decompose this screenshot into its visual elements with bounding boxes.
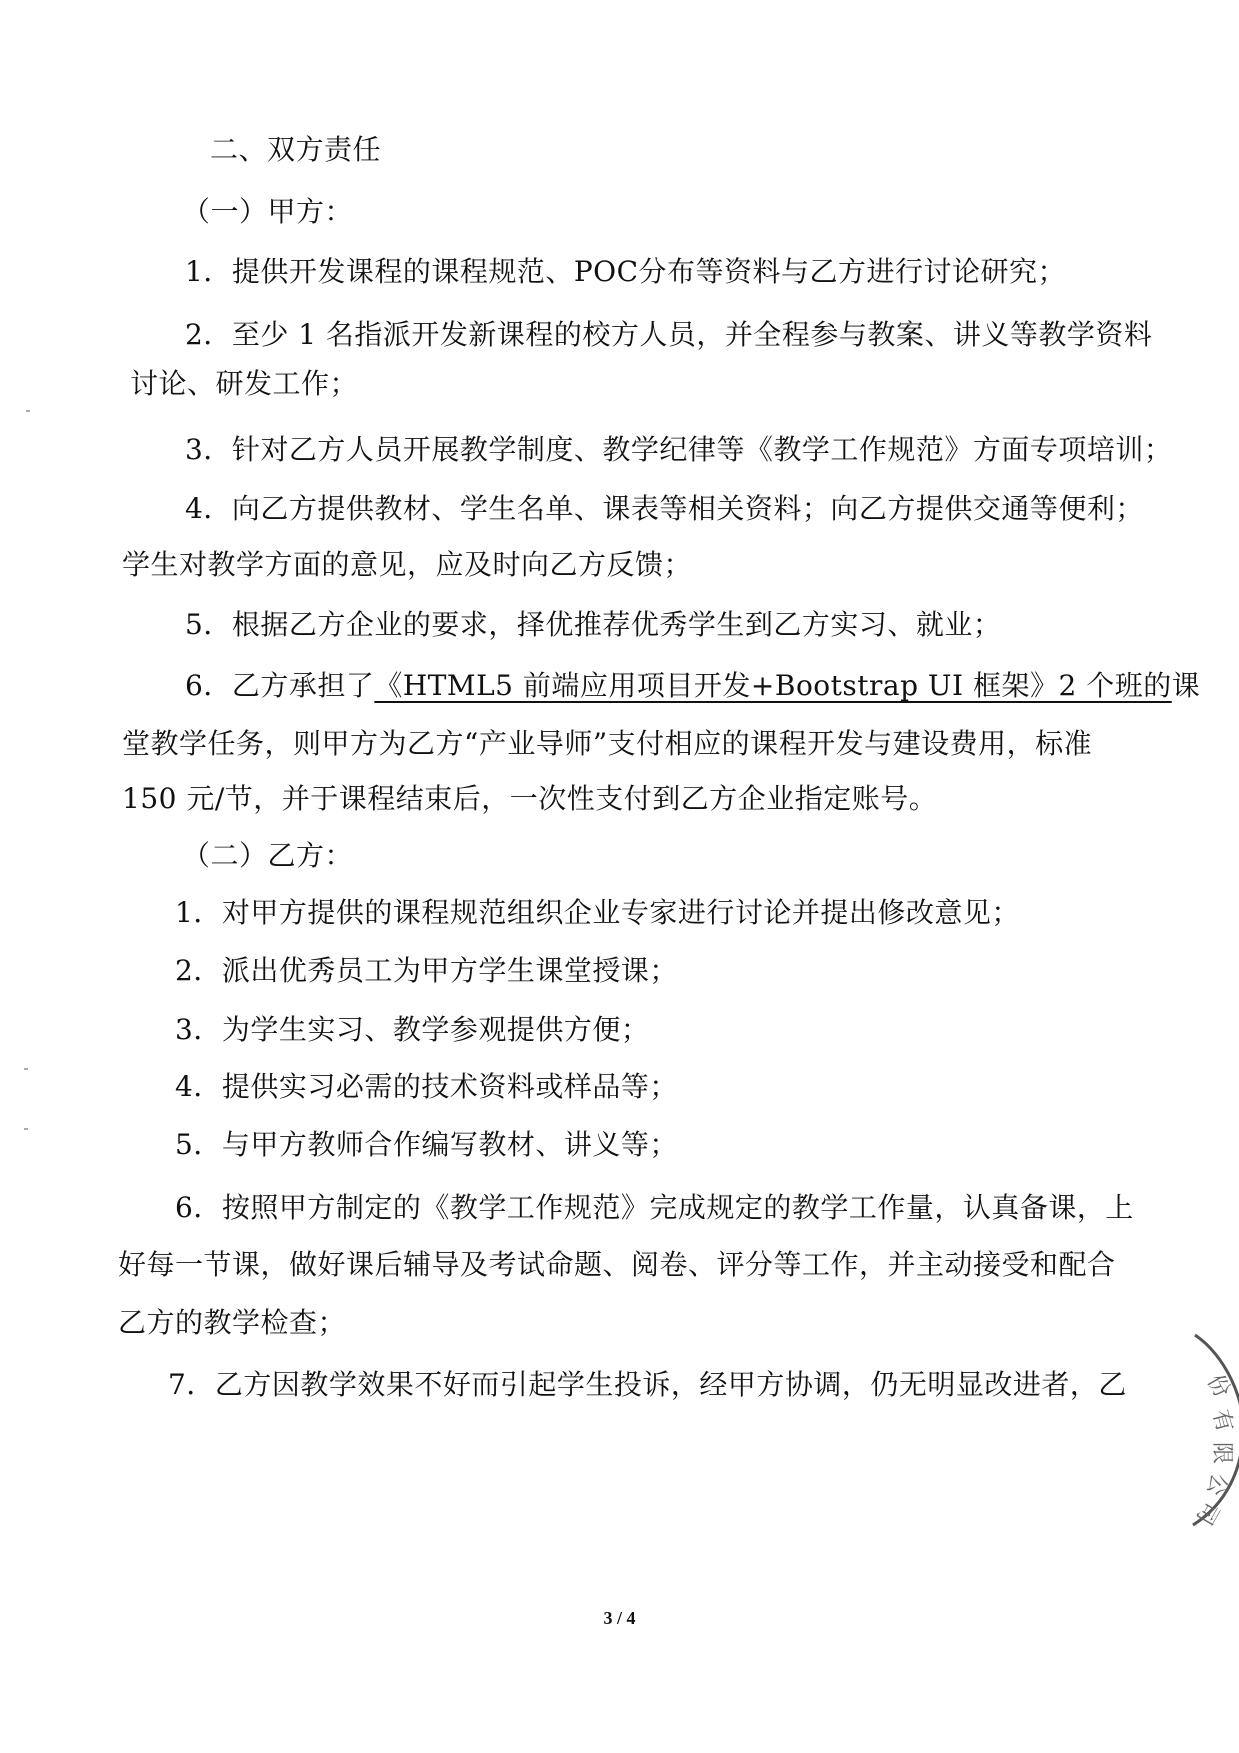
svg-text:份: 份 bbox=[1201, 1370, 1235, 1403]
party-b-item-3: 3．为学生实习、教学参观提供方便； bbox=[175, 1013, 650, 1046]
party-b-item-6-cont: 好每一节课，做好课后辅导及考试命题、阅卷、评分等工作，并主动接受和配合 bbox=[118, 1248, 1116, 1281]
party-a-item-6-cont-2: 150 元/节，并于课程结束后，一次性支付到乙方企业指定账号。 bbox=[122, 782, 938, 815]
party-a-heading: （一）甲方： bbox=[182, 195, 354, 228]
party-a-item-4: 4．向乙方提供教材、学生名单、课表等相关资料；向乙方提供交通等便利； bbox=[185, 492, 1144, 525]
svg-text:限: 限 bbox=[1209, 1442, 1234, 1465]
scan-mark bbox=[24, 1068, 28, 1070]
party-b-heading: （二）乙方： bbox=[182, 839, 354, 872]
item6-prefix: 6．乙方承担了 bbox=[185, 669, 375, 702]
scan-mark bbox=[26, 410, 30, 412]
party-a-item-2: 2．至少 1 名指派开发新课程的校方人员，并全程参与教案、讲义等教学资料 bbox=[185, 318, 1153, 351]
party-b-item-7: 7．乙方因教学效果不好而引起学生投诉，经甲方协调，仍无明显改进者，乙 bbox=[168, 1368, 1127, 1401]
svg-text:司: 司 bbox=[1190, 1497, 1224, 1529]
party-b-item-4: 4．提供实习必需的技术资料或样品等； bbox=[175, 1070, 678, 1103]
party-a-item-2-cont: 讨论、研发工作； bbox=[130, 367, 359, 400]
scan-mark bbox=[24, 1128, 28, 1130]
party-b-item-6-cont-2: 乙方的教学检查； bbox=[118, 1306, 347, 1339]
party-a-item-3: 3．针对乙方人员开展教学制度、教学纪律等《教学工作规范》方面专项培训； bbox=[185, 433, 1173, 466]
page-number: 3 / 4 bbox=[603, 1608, 636, 1628]
party-b-item-1: 1．对甲方提供的课程规范组织企业专家进行讨论并提出修改意见； bbox=[175, 896, 1020, 929]
party-a-item-4-cont: 学生对教学方面的意见，应及时向乙方反馈； bbox=[122, 548, 693, 581]
svg-text:公: 公 bbox=[1201, 1470, 1232, 1499]
party-a-item-6-cont: 堂教学任务，则甲方为乙方“产业导师”支付相应的课程开发与建设费用，标准 bbox=[122, 727, 1093, 760]
party-a-item-5: 5．根据乙方企业的要求，择优推荐优秀学生到乙方实习、就业； bbox=[185, 608, 1002, 641]
svg-text:有: 有 bbox=[1207, 1407, 1238, 1435]
company-seal bbox=[1185, 1330, 1239, 1530]
item6-course-name: 《HTML5 前端应用项目开发+Bootstrap UI 框架》2 个班的 bbox=[374, 669, 1172, 702]
party-a-item-6 bbox=[185, 666, 1220, 706]
party-b-item-6: 6．按照甲方制定的《教学工作规范》完成规定的教学工作量，认真备课，上 bbox=[175, 1191, 1134, 1224]
item6-suffix: 课 bbox=[1171, 669, 1201, 702]
party-b-item-5: 5．与甲方教师合作编写教材、讲义等； bbox=[175, 1128, 678, 1161]
section-heading: 二、双方责任 bbox=[210, 133, 382, 166]
party-b-item-2: 2．派出优秀员工为甲方学生课堂授课； bbox=[175, 954, 678, 987]
party-a-item-1: 1．提供开发课程的课程规范、POC分布等资料与乙方进行讨论研究； bbox=[185, 255, 1067, 288]
